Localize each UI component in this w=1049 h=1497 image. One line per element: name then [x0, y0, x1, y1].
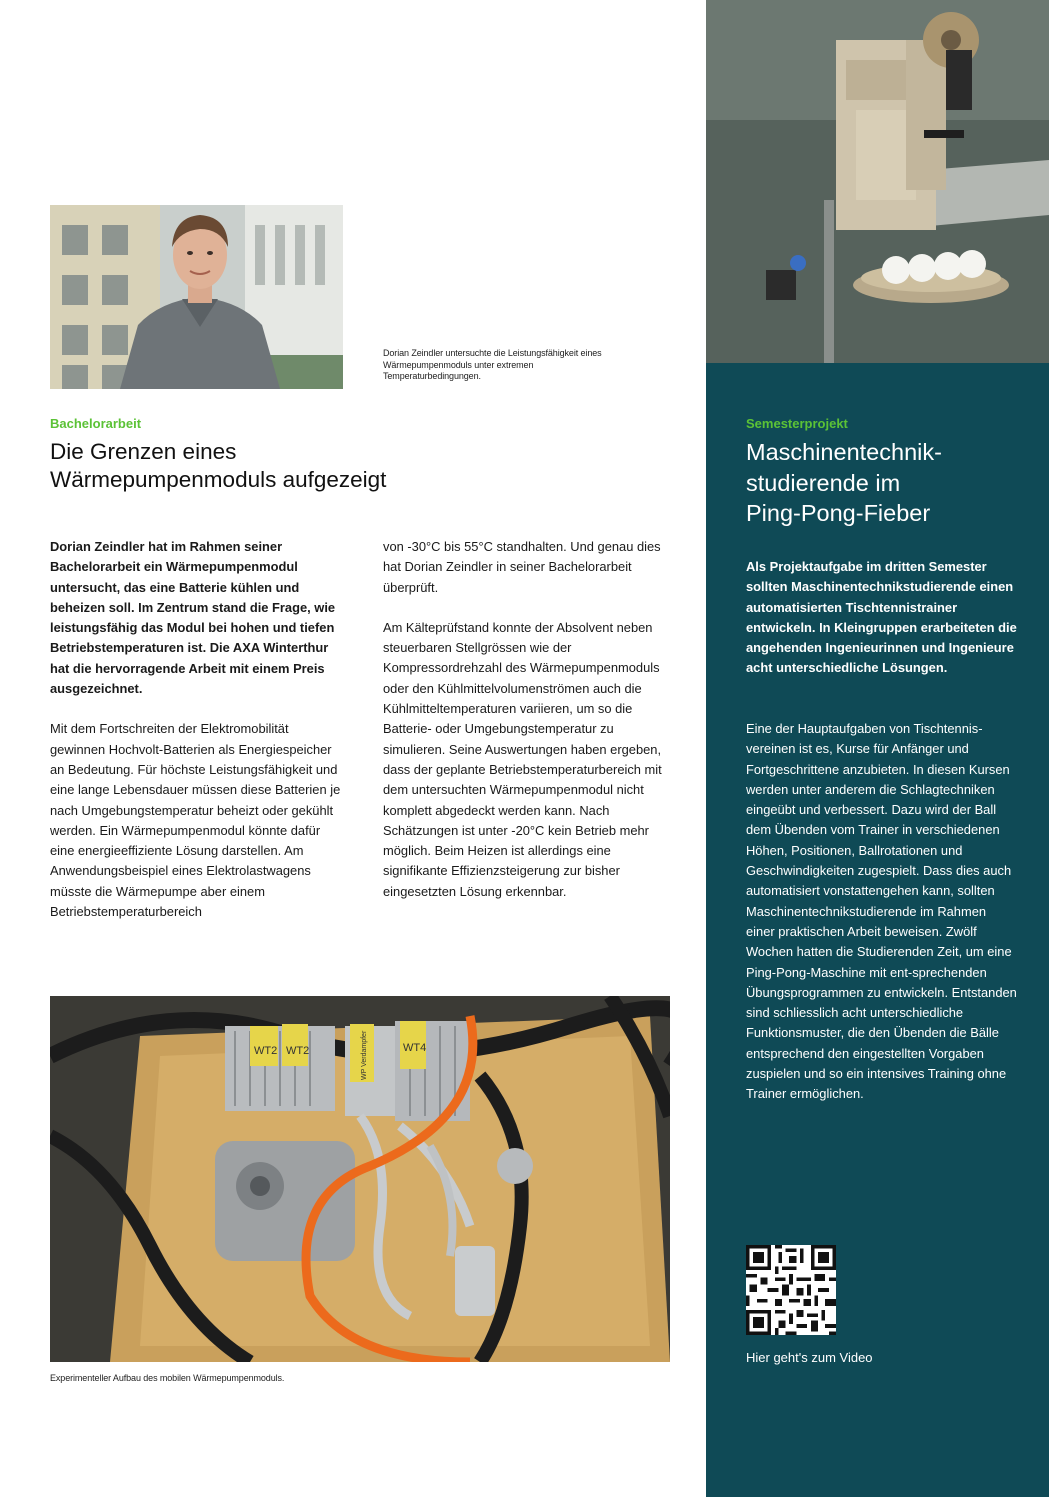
qr-code[interactable]	[746, 1245, 836, 1335]
portrait-caption: Dorian Zeindler untersuchte die Leistungsfähigkeit eines Wärmepumpenmoduls unter extremen Temperaturbedingungen.	[383, 348, 602, 381]
article-lead: Dorian Zeindler hat im Rahmen seiner Bachelorarbeit ein Wärmepumpenmodul untersucht, das eine Batterie kühlen und beheizen soll. Im Zentrum stand die Frage, wie leistungsfähig das Modul bei hohen und tiefen Betriebstemperaturen ist. Die AXA Winterthur hat die hervorragende Arbeit mit einem Preis ausgezeichnet.	[50, 539, 336, 697]
sidebar-lead: Als Projektaufgabe im dritten Semester sollten Maschinentechnikstudierende einen automatisierten Tischtennistrainer entwickeln. In Kleingruppen erarbeiteten die angehenden Ingenieurinnen und Ingenieure acht unterschiedliche Lösungen.	[746, 559, 1017, 676]
video-link[interactable]: Hier geht's zum Video	[746, 1350, 873, 1365]
article-column-1	[50, 537, 344, 922]
sidebar-headline-line-1: Maschinentechnik-	[746, 439, 942, 465]
sidebar-body: Eine der Hauptaufgaben von Tischtennisvereinen ist es, Kurse für Anfänger und Fortgeschrittene anzubieten. In diesen Kursen werden unter anderem die Schlagtechniken eingeübt und verbessert. Dazu wird der Ball dem Übenden vom Trainer in verschiedenen Höhen, Positionen, Ballrotationen und Geschwindigkeiten zugespielt. Dass dies auch automatisiert vonstattengehen kann, sollten Maschinentechnikstudierende im Rahmen einer praktischen Arbeit beweisen. Zwölf Wochen hatten die Studierenden Zeit, um eine Ping-Pong-Maschine mit ent-sprechenden Übungsprogrammen zu entwickeln. Entstanden sind schliesslich acht unterschiedliche Funktionsmuster, die den Übenden die Bälle entsprechend den eingestellten Vorgaben zuspielen und so ein intensives Training ohne Trainer ermöglichen.	[746, 721, 1017, 1102]
lab-label-3: WP Verdampfer	[361, 1030, 368, 1080]
article-body-1: Mit dem Fortschreiten der Elektromobilität gewinnen Hochvolt-Batterien als Energiespeicher an Bedeutung. Für höchste Leistungsfähigkeit und eine lange Lebensdauer müssen diese Batterien je nach Umgebungstemperatur beheizt oder gekühlt werden. Ein Wärmepumpenmodul könnte dafür eine energieeffiziente Lösung darstellen. Am Anwendungsbeispiel eines Elektrolastwagens müsste die Wärmepumpe aber einem Betriebstemperaturbereich	[50, 721, 341, 920]
sidebar-headline-line-2: studierende im	[746, 469, 901, 496]
lab-label-1: WT2	[254, 1045, 278, 1057]
article-body-2: von -30°C bis 55°C standhalten. Und genau dies hat Dorian Zeindler in seiner Bachelorarbeit überprüft.	[383, 539, 661, 595]
section-kicker: Bachelorarbeit	[50, 416, 142, 431]
article-headline	[50, 438, 670, 494]
sidebar-kicker: Semesterprojekt	[746, 416, 848, 431]
lab-label-4: WT4	[403, 1042, 427, 1054]
headline-line-2: Wärmepumpenmoduls aufgezeigt	[50, 467, 387, 492]
headline-line-1: Die Grenzen eines	[50, 439, 237, 464]
article-column-2	[383, 537, 673, 902]
sidebar-headline	[746, 437, 1036, 529]
sidebar-headline-line-3: Ping-Pong-Fieber	[746, 500, 931, 526]
lab-setup-photo	[50, 996, 670, 1362]
article-body-3: Am Kälteprüfstand konnte der Absolvent neben steuerbaren Stellgrössen wie der Kompressordrehzahl des Wärmepumpenmoduls oder den Kühlmittelvolumenströmen auch die Kühlmitteltemperaturen variieren, um so die Batterie- oder Umgebungstemperatur zu simulieren. Seine Auswertungen haben ergeben, dass der geplante Betriebstemperaturbereich mit dem untersuchten Wärmepumpenmodul nicht komplett abgedeckt werden kann. Nach Schätzungen ist unter -20°C kein Betrieb mehr möglich. Beim Heizen ist allerdings eine signifikante Effizienzsteigerung zur bisher eingesetzten Lösung erkennbar.	[383, 619, 662, 899]
lab-label-2: WT2	[286, 1045, 310, 1057]
portrait-photo	[50, 205, 343, 389]
robot-photo	[706, 0, 1049, 363]
lab-caption: Experimenteller Aufbau des mobilen Wärmepumpenmoduls.	[50, 1373, 285, 1383]
